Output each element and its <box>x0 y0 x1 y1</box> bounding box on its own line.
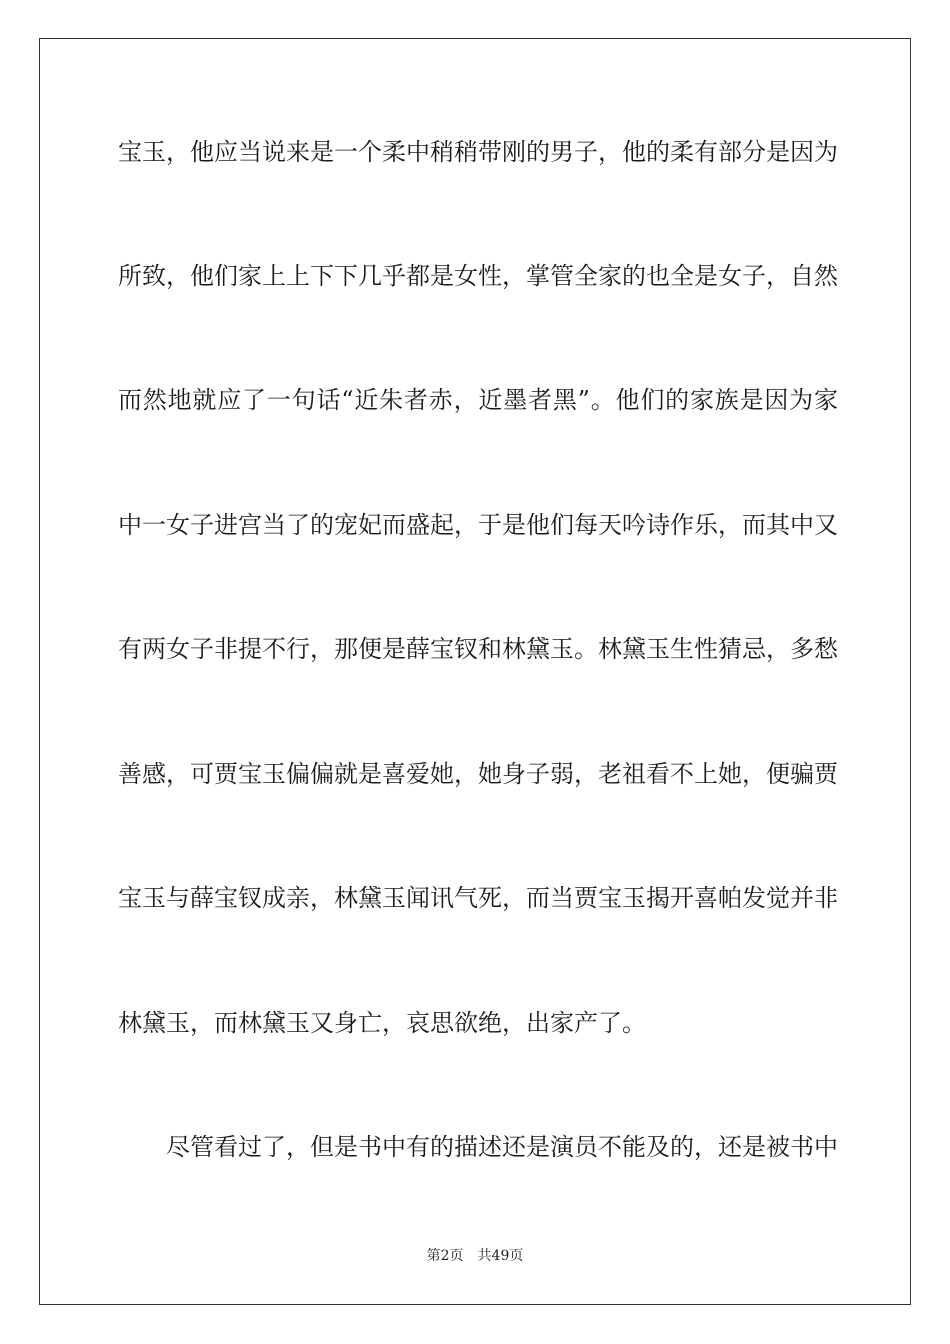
text-line: 林黛玉，而林黛玉又身亡，哀思欲绝，出家产了。 <box>118 1009 646 1037</box>
total-pages: 共49页 <box>477 1248 524 1264</box>
text-line: 宝玉与薛宝钗成亲，林黛玉闻讯气死，而当贾宝玉揭开喜帕发觉并非 <box>118 884 838 912</box>
page-border <box>39 38 911 1305</box>
text-line: 宝玉，他应当说来是一个柔中稍稍带刚的男子，他的柔有部分是因为 <box>118 138 838 166</box>
text-line: 而然地就应了一句话“近朱者赤，近墨者黑”。他们的家族是因为家 <box>118 386 838 414</box>
paragraph-start-line: 尽管看过了，但是书中有的描述还是演员不能及的，还是被书中 <box>166 1133 838 1161</box>
text-line: 善感，可贾宝玉偏偏就是喜爱她，她身子弱，老祖看不上她，便骗贾 <box>118 760 838 788</box>
text-line: 有两女子非提不行，那便是薛宝钗和林黛玉。林黛玉生性猜忌，多愁 <box>118 635 838 663</box>
page-footer <box>0 1247 950 1265</box>
text-line: 所致，他们家上上下下几乎都是女性，掌管全家的也全是女子，自然 <box>118 262 838 290</box>
page-number: 第2页 <box>426 1248 464 1264</box>
text-line: 中一女子进宫当了的宠妃而盛起，于是他们每天吟诗作乐，而其中又 <box>118 511 838 539</box>
